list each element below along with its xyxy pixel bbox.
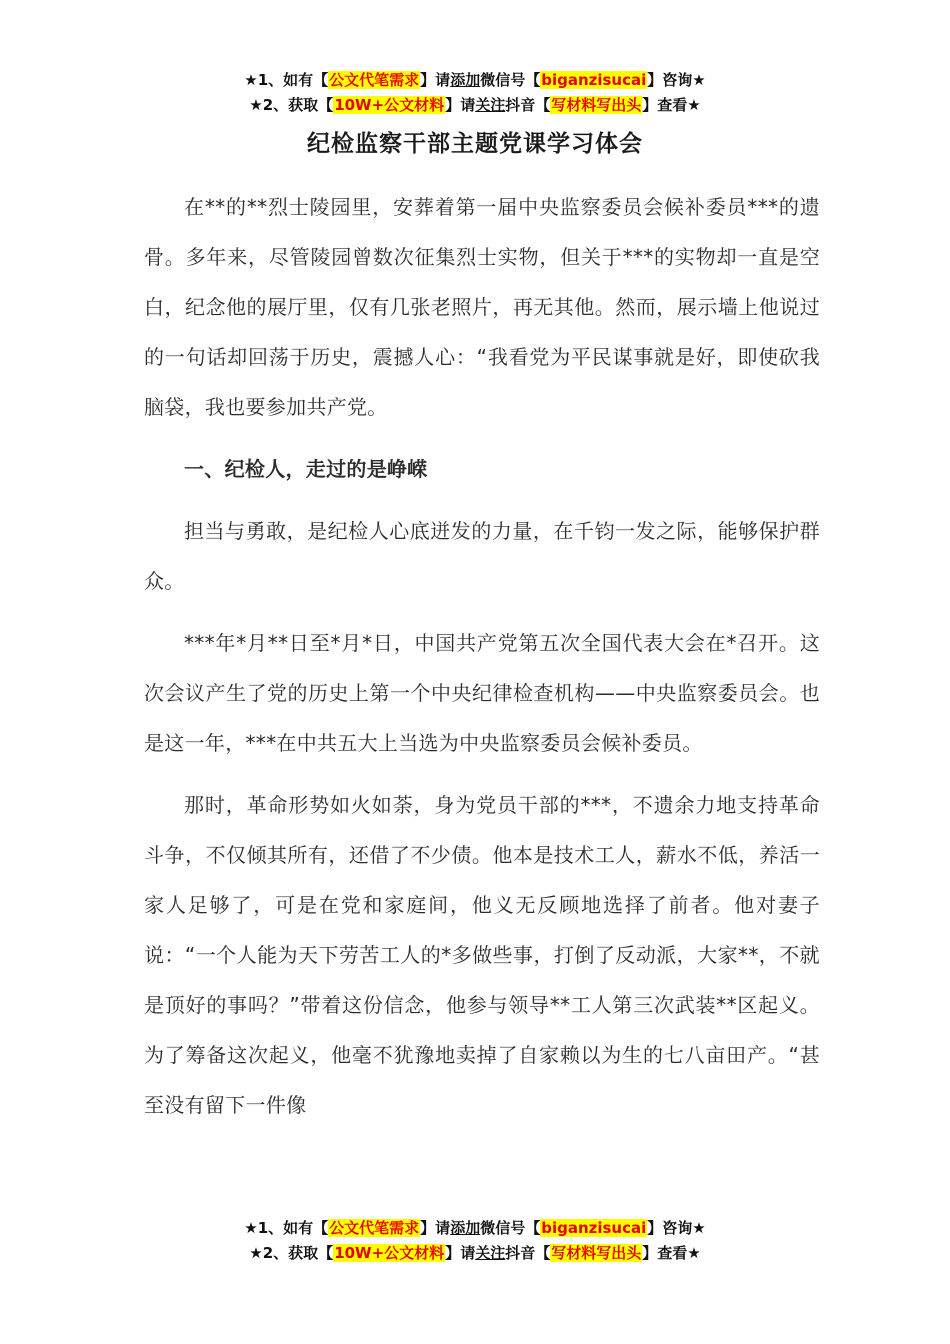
paragraph-revolution: 那时，革命形势如火如荼，身为党员干部的***，不遗余力地支持革命斗争，不仅倾其所有，还借了不少债。他本是技术工人，薪水不低，养活一家人足够了，可是在党和家庭间，他义无反顾地选择了前者。他对妻子说：“一个人能为天下劳苦工人的*多做些事，打倒了反动派，大家**，不就是顶好的事吗？”带着这份信念，他参与领导**工人第三次武装**区起义。为了筹备这次起义，他毫不犹豫地卖掉了自家赖以为生的七八亩田产。“甚至没有留下一件像 xyxy=(144,793,820,1117)
banner-line-1: ★1、如有【公文代笔需求】请添加微信号【biganzisucai】咨询★ xyxy=(244,71,706,89)
header-banner xyxy=(0,68,950,118)
highlight-ghostwriting: 公文代笔需求 xyxy=(329,71,420,89)
footer-highlight-douyin: 写材料写出头 xyxy=(551,1244,642,1262)
section-heading-1: 一、纪检人，走过的是峥嵘 xyxy=(184,457,428,481)
footer-banner-line-2: ★2、获取【10W+公文材料】请关注抖音【写材料写出头】查看★ xyxy=(249,1244,701,1262)
highlight-wechat-id: biganzisucai xyxy=(541,71,647,89)
document-title: 纪检监察干部主题党课学习体会 xyxy=(307,131,643,157)
footer-highlight-wechat-id: biganzisucai xyxy=(541,1219,647,1237)
paragraph-intro: 在**的**烈士陵园里，安葬着第一届中央监察委员会候补委员***的遗骨。多年来，尽管陵园曾数次征集烈士实物，但关于***的实物却一直是空白，纪念他的展厅里，仅有几张老照片，再无其他。然而，展示墙上他说过的一句话却回荡于历史，震撼人心：“我看党为平民谋事就是好，即使砍我脑袋，我也要参加共产党。 xyxy=(144,195,820,419)
footer-banner xyxy=(0,1216,950,1266)
document-body xyxy=(144,182,820,1130)
paragraph-courage: 担当与勇敢，是纪检人心底迸发的力量，在千钧一发之际，能够保护群众。 xyxy=(144,519,820,593)
footer-highlight-ghostwriting: 公文代笔需求 xyxy=(329,1219,420,1237)
banner-line-2: ★2、获取【10W+公文材料】请关注抖音【写材料写出头】查看★ xyxy=(249,96,701,114)
highlight-materials: 10W+公文材料 xyxy=(334,96,445,114)
footer-highlight-materials: 10W+公文材料 xyxy=(334,1244,445,1262)
paragraph-fifth-congress: ***年*月**日至*月*日，中国共产党第五次全国代表大会在*召开。这次会议产生了党的历史上第一个中央纪律检查机构——中央监察委员会。也是这一年，***在中共五大上当选为中央监察委员会候补委员。 xyxy=(144,631,820,755)
footer-banner-line-1: ★1、如有【公文代笔需求】请添加微信号【biganzisucai】咨询★ xyxy=(244,1219,706,1237)
highlight-douyin: 写材料写出头 xyxy=(551,96,642,114)
